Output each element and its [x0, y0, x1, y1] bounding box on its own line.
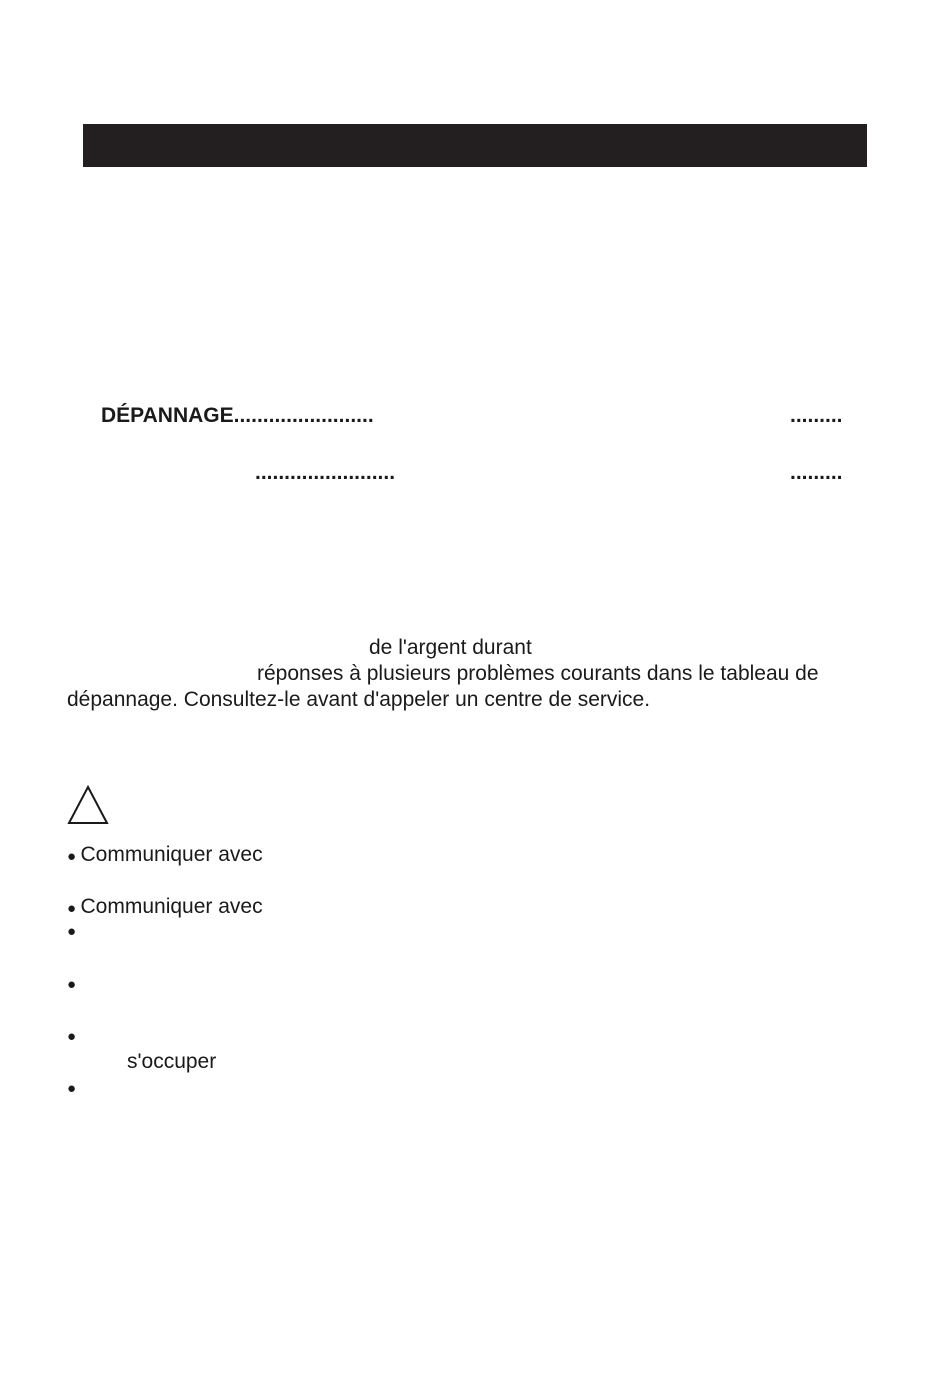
warning-item-5-continuation: s'occuper: [127, 1050, 217, 1073]
intro-line-2: réponses à plusieurs problèmes courants dans le tableau de: [257, 662, 819, 685]
warning-item-3-bullet: ●: [67, 923, 77, 940]
intro-line-3: dépannage. Consultez-le avant d'appeler un centre de service.: [67, 688, 651, 711]
bullet-icon: ●: [67, 848, 77, 865]
warning-item-1: [67, 842, 263, 870]
section-header-bar: [83, 124, 867, 167]
warning-item-5-bullet: ●: [67, 1028, 77, 1045]
intro-line-1: de l'argent durant: [369, 636, 532, 659]
warning-item-2-text: Communiquer avec: [80, 895, 263, 918]
toc-entry-page-leader: .........: [790, 404, 843, 427]
toc-entry-2-page-leader: .........: [790, 461, 843, 484]
warning-item-2: [67, 894, 263, 922]
warning-triangle-icon: [67, 785, 109, 825]
bullet-icon: ●: [67, 900, 77, 917]
toc-entry-troubleshooting: [101, 404, 374, 428]
toc-entry-title: DÉPANNAGE: [101, 404, 234, 427]
warning-item-4-bullet: ●: [67, 976, 77, 993]
toc-entry-leader: ........................: [233, 404, 374, 427]
warning-item-6-bullet: ●: [67, 1080, 77, 1097]
warning-item-1-text: Communiquer avec: [80, 843, 263, 866]
toc-entry-2-leader: ........................: [255, 461, 396, 484]
